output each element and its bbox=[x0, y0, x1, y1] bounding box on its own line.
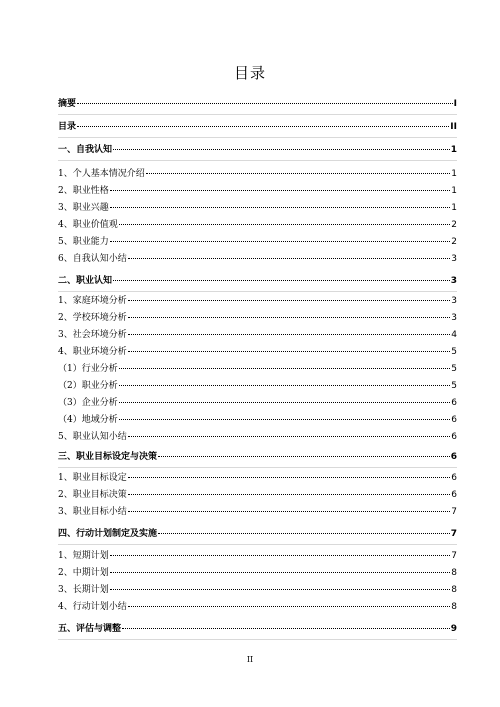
toc-entry-page: I bbox=[453, 99, 457, 109]
toc-entry[interactable] bbox=[58, 471, 457, 485]
dot-leader bbox=[128, 258, 451, 259]
toc-entry-page: 3 bbox=[450, 276, 457, 286]
toc-entry-page: 7 bbox=[451, 507, 457, 517]
toc-entry-page: 2 bbox=[451, 220, 457, 230]
toc-entry-label: 五、评估与调整 bbox=[58, 624, 122, 634]
page-number: II bbox=[246, 655, 254, 664]
dot-leader bbox=[119, 224, 451, 225]
dot-leader bbox=[110, 589, 451, 590]
toc-entry[interactable] bbox=[58, 274, 457, 288]
toc-entry[interactable] bbox=[58, 583, 457, 597]
dot-leader bbox=[119, 402, 451, 403]
toc-entry-label: 摘要 bbox=[58, 99, 77, 109]
toc-entry-label: 4、职业环境分析 bbox=[58, 347, 127, 357]
toc-entry[interactable] bbox=[58, 430, 457, 444]
dot-leader bbox=[158, 456, 450, 457]
dot-leader bbox=[113, 149, 450, 150]
dot-leader bbox=[128, 511, 451, 512]
section-divider bbox=[58, 467, 457, 468]
toc-entry-label: 1、家庭环境分析 bbox=[58, 296, 127, 306]
toc-entry-label: 目录 bbox=[58, 122, 77, 132]
section-divider bbox=[58, 137, 457, 138]
toc-entry-page: 6 bbox=[451, 473, 457, 483]
toc-entry-page: 1 bbox=[450, 145, 457, 155]
dot-leader bbox=[128, 436, 451, 437]
toc-entry[interactable] bbox=[58, 201, 457, 215]
toc-entry-page: 4 bbox=[451, 330, 457, 340]
page-title: 目录 bbox=[233, 64, 266, 82]
toc-entry[interactable] bbox=[58, 143, 457, 157]
dot-leader bbox=[128, 351, 451, 352]
toc-entry-label: 一、自我认知 bbox=[58, 145, 113, 155]
toc-entry-label: 1、个人基本情况介绍 bbox=[58, 169, 145, 179]
section-divider bbox=[58, 544, 457, 545]
toc-entry-page: 1 bbox=[451, 203, 457, 213]
toc-entry-label: 3、职业兴趣 bbox=[58, 203, 109, 213]
toc-entry-page: 5 bbox=[451, 364, 457, 374]
toc-entry[interactable] bbox=[58, 527, 457, 541]
toc-entry-page: 2 bbox=[451, 237, 457, 247]
toc-entry-label: 2、职业性格 bbox=[58, 186, 109, 196]
dot-leader bbox=[128, 606, 451, 607]
toc-entry-label: 5、职业能力 bbox=[58, 237, 109, 247]
toc-entry[interactable] bbox=[58, 379, 457, 393]
dot-leader bbox=[158, 533, 450, 534]
toc-entry-page: 1 bbox=[451, 186, 457, 196]
toc-entry-label: （2）职业分析 bbox=[58, 381, 118, 391]
toc-entry-label: 2、职业目标决策 bbox=[58, 490, 127, 500]
toc-entry[interactable] bbox=[58, 120, 457, 134]
toc-entry-page: 7 bbox=[450, 529, 457, 539]
toc-entry-page: 5 bbox=[451, 347, 457, 357]
dot-leader bbox=[113, 280, 450, 281]
toc-entry-page: 3 bbox=[451, 254, 457, 264]
dot-leader bbox=[146, 173, 451, 174]
dot-leader bbox=[77, 103, 453, 104]
toc-entry[interactable] bbox=[58, 252, 457, 266]
toc-entry[interactable] bbox=[58, 235, 457, 249]
toc-entry-label: 3、长期计划 bbox=[58, 585, 109, 595]
toc-entry[interactable] bbox=[58, 218, 457, 232]
toc-entry-label: 3、社会环境分析 bbox=[58, 330, 127, 340]
toc-entry-page: 1 bbox=[451, 169, 457, 179]
toc-entry[interactable] bbox=[58, 600, 457, 614]
toc-entry-page: 6 bbox=[451, 398, 457, 408]
toc-entry-page: 6 bbox=[450, 452, 457, 462]
toc-entry-page: 6 bbox=[451, 415, 457, 425]
toc-entry[interactable] bbox=[58, 505, 457, 519]
dot-leader bbox=[128, 494, 451, 495]
dot-leader bbox=[110, 572, 451, 573]
toc-entry-label: 2、学校环境分析 bbox=[58, 313, 127, 323]
toc-entry[interactable] bbox=[58, 167, 457, 181]
section-divider bbox=[58, 160, 457, 161]
toc-entry-label: （3）企业分析 bbox=[58, 398, 118, 408]
toc-entry-page: 8 bbox=[451, 602, 457, 612]
toc-entry[interactable] bbox=[58, 294, 457, 308]
toc-entry-label: 1、职业目标设定 bbox=[58, 473, 127, 483]
toc-entry[interactable] bbox=[58, 622, 457, 636]
toc-entry[interactable] bbox=[58, 413, 457, 427]
toc-entry-page: 7 bbox=[451, 551, 457, 561]
toc-entry-label: 三、职业目标设定与决策 bbox=[58, 452, 158, 462]
toc-entry-label: （4）地域分析 bbox=[58, 415, 118, 425]
toc-entry[interactable] bbox=[58, 549, 457, 563]
toc-entry[interactable] bbox=[58, 328, 457, 342]
toc-entry[interactable] bbox=[58, 345, 457, 359]
dot-leader bbox=[128, 317, 451, 318]
toc-entry-page: 5 bbox=[451, 381, 457, 391]
toc-entry[interactable] bbox=[58, 362, 457, 376]
dot-leader bbox=[110, 190, 451, 191]
section-divider bbox=[58, 114, 457, 115]
toc-entry-label: 5、职业认知小结 bbox=[58, 432, 127, 442]
dot-leader bbox=[119, 419, 451, 420]
toc-entry-label: 四、行动计划制定及实施 bbox=[58, 529, 158, 539]
section-divider bbox=[58, 639, 457, 640]
toc-entry[interactable] bbox=[58, 184, 457, 198]
dot-leader bbox=[128, 300, 451, 301]
toc-entry-page: 3 bbox=[451, 296, 457, 306]
toc-entry-label: 4、职业价值观 bbox=[58, 220, 118, 230]
toc-entry-label: 1、短期计划 bbox=[58, 551, 109, 561]
toc-entry-label: （1）行业分析 bbox=[58, 364, 118, 374]
toc-entry-page: 6 bbox=[451, 432, 457, 442]
toc-entry[interactable] bbox=[58, 97, 457, 111]
toc-entry-page: 6 bbox=[451, 490, 457, 500]
dot-leader bbox=[128, 477, 451, 478]
dot-leader bbox=[122, 628, 450, 629]
toc-entry-label: 4、行动计划小结 bbox=[58, 602, 127, 612]
dot-leader bbox=[119, 368, 451, 369]
toc-entry-page: II bbox=[450, 122, 457, 132]
toc-entry[interactable] bbox=[58, 566, 457, 580]
toc-entry-label: 二、职业认知 bbox=[58, 276, 113, 286]
dot-leader bbox=[119, 385, 451, 386]
toc-entry-label: 2、中期计划 bbox=[58, 568, 109, 578]
toc-entry-page: 8 bbox=[451, 585, 457, 595]
dot-leader bbox=[110, 241, 451, 242]
dot-leader bbox=[110, 207, 451, 208]
section-divider bbox=[58, 291, 457, 292]
dot-leader bbox=[110, 555, 451, 556]
toc-entry-page: 8 bbox=[451, 568, 457, 578]
toc-entry-page: 9 bbox=[450, 624, 457, 634]
dot-leader bbox=[128, 334, 451, 335]
toc-entry-label: 3、职业目标小结 bbox=[58, 507, 127, 517]
toc-entry-page: 3 bbox=[451, 313, 457, 323]
toc-entry[interactable] bbox=[58, 488, 457, 502]
toc-entry[interactable] bbox=[58, 396, 457, 410]
toc-entry[interactable] bbox=[58, 450, 457, 464]
dot-leader bbox=[77, 126, 449, 127]
toc-entry-label: 6、自我认知小结 bbox=[58, 254, 127, 264]
toc-entry[interactable] bbox=[58, 311, 457, 325]
